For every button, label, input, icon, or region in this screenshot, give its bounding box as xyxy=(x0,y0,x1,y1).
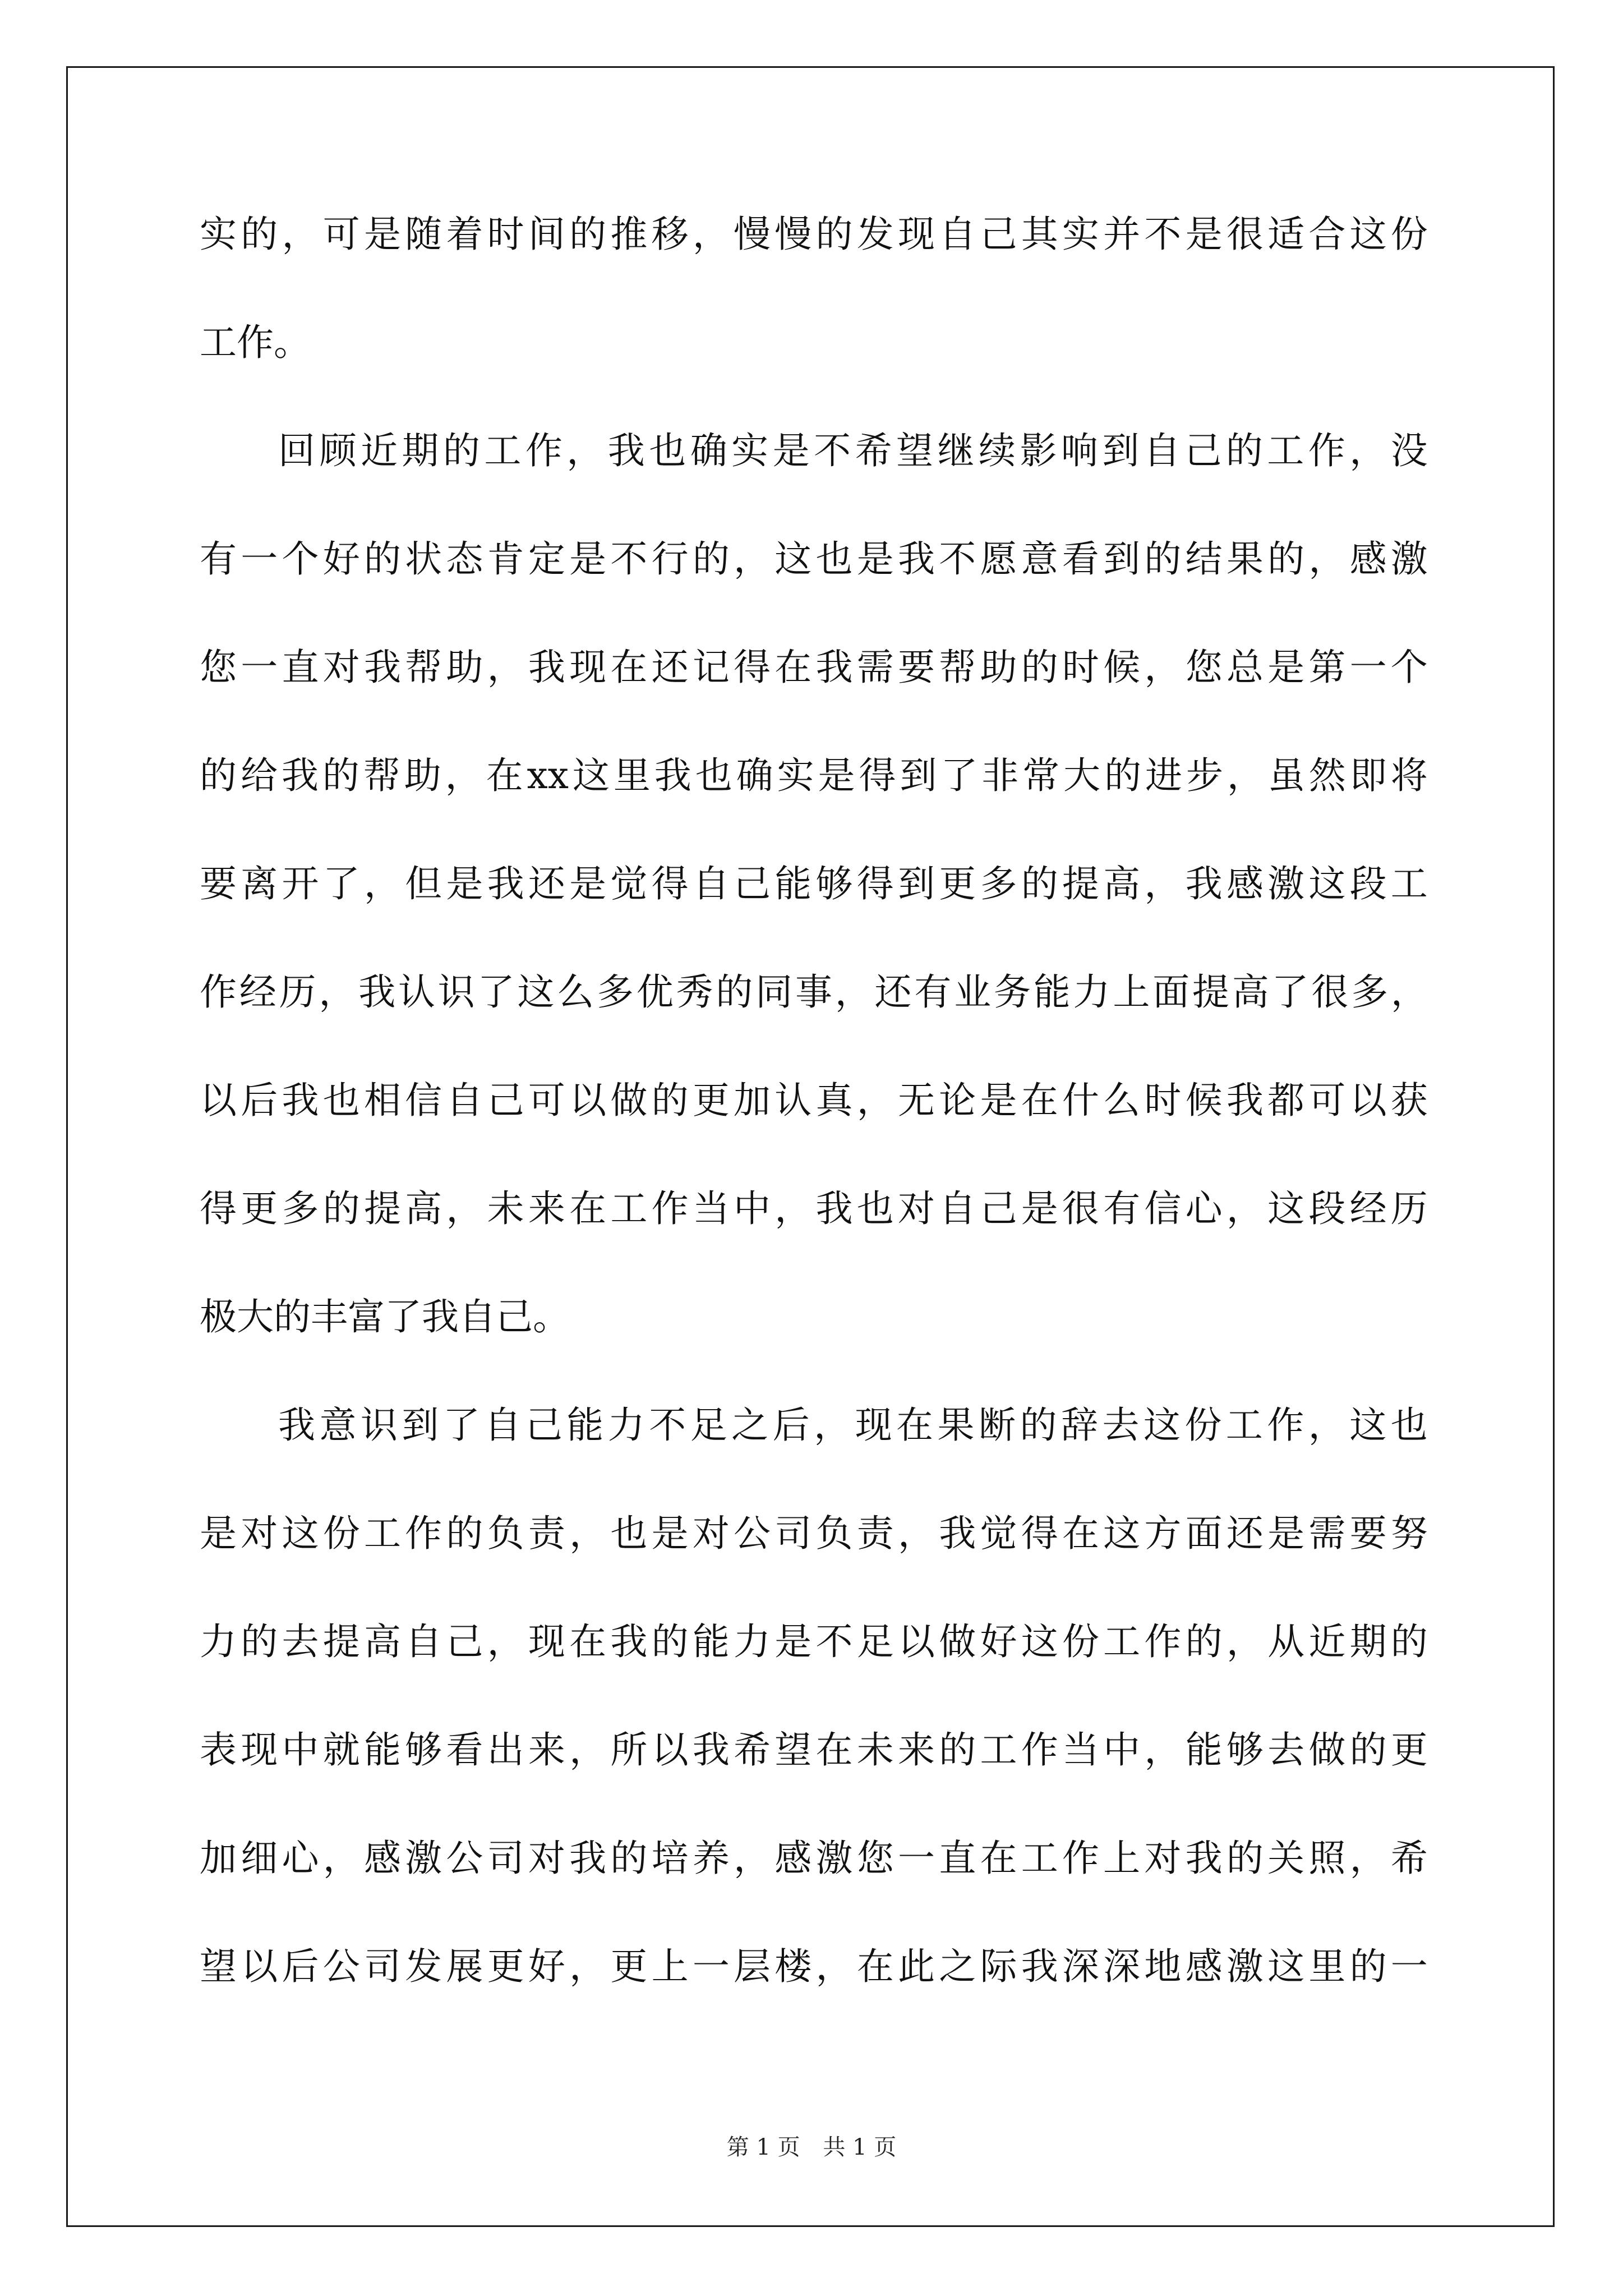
text-line: 得 更 多 的 提 高 ， 未 来 在 工 作 当 中 ， 我 也 对 自 己 是 很 有 信 心 ， 这 段 经 历 xyxy=(200,1187,1428,1230)
text-line: 我 意 识 到 了 自 己 能 力 不 足 之 后 ， 现 在 果 断 的 辞 去 这 份 工 作 ， 这 也 xyxy=(278,1404,1428,1447)
text-line: 实 的 ， 可 是 随 着 时 间 的 推 移 ， 慢 慢 的 发 现 自 己 其 实 并 不 是 很 适 合 这 份 xyxy=(200,213,1428,256)
text-line: 加 细 心 ， 感 激 公 司 对 我 的 培 养 ， 感 激 您 一 直 在 工 作 上 对 我 的 关 照 ， 希 xyxy=(200,1837,1428,1880)
text-line: 回 顾 近 期 的 工 作 ， 我 也 确 实 是 不 希 望 继 续 影 响 到 自 己 的 工 作 ， 没 xyxy=(278,429,1428,472)
text-line: 望 以 后 公 司 发 展 更 好 ， 更 上 一 层 楼 ， 在 此 之 际 我 深 深 地 感 激 这 里 的 一 xyxy=(200,1945,1428,1988)
page-footer xyxy=(0,2131,1623,2164)
text-line: 有 一 个 好 的 状 态 肯 定 是 不 行 的 ， 这 也 是 我 不 愿 意 看 到 的 结 果 的 ， 感 激 xyxy=(200,537,1428,581)
text-line: 作 经 历 ， 我 认 识 了 这 么 多 优 秀 的 同 事 ， 还 有 业 务 能 力 上 面 提 高 了 很 多 ， xyxy=(200,970,1428,1014)
text-line: 表 现 中 就 能 够 看 出 来 ， 所 以 我 希 望 在 未 来 的 工 作 当 中 ， 能 够 去 做 的 更 xyxy=(200,1728,1428,1772)
text-line: 力 的 去 提 高 自 己 ， 现 在 我 的 能 力 是 不 足 以 做 好 这 份 工 作 的 ， 从 近 期 的 xyxy=(200,1620,1428,1663)
text-line: 极大的丰富了我自己。 xyxy=(200,1295,570,1338)
page-total: 共 1 页 xyxy=(823,2134,897,2160)
document-body xyxy=(200,208,1428,2048)
text-line: 您 一 直 对 我 帮 助 ， 我 现 在 还 记 得 在 我 需 要 帮 助 的 时 候 ， 您 总 是 第 一 个 xyxy=(200,646,1428,689)
text-line: 是 对 这 份 工 作 的 负 责 ， 也 是 对 公 司 负 责 ， 我 觉 得 在 这 方 面 还 是 需 要 努 xyxy=(200,1512,1428,1555)
page-number: 第 1 页 xyxy=(726,2134,800,2160)
text-line: 要 离 开 了 ， 但 是 我 还 是 觉 得 自 己 能 够 得 到 更 多 的 提 高 ， 我 感 激 这 段 工 xyxy=(200,862,1428,905)
text-line: 工作。 xyxy=(200,321,311,364)
text-line: 以 后 我 也 相 信 自 己 可 以 做 的 更 加 认 真 ， 无 论 是 在 什 么 时 候 我 都 可 以 获 xyxy=(200,1079,1428,1122)
text-line: 的 给 我 的 帮 助 ， 在 xx 这 里 我 也 确 实 是 得 到 了 非 常 大 的 进 步 ， 虽 然 即 将 xyxy=(200,754,1428,797)
